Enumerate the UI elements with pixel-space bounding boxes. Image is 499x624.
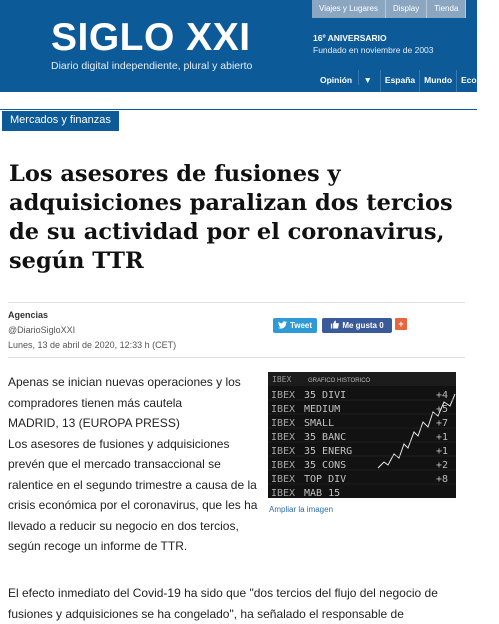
board-row-label: 35 CONS	[304, 460, 346, 471]
tweet-label: Tweet	[290, 321, 312, 330]
article-dateline: MADRID, 13 (EUROPA PRESS)	[8, 413, 258, 434]
tweet-button[interactable]	[273, 318, 317, 333]
article-paragraph: Los asesores de fusiones y adquisiciones prevén que el mercado transaccional se ralentice en el segundo trimestre a causa de la crisis económica por el coronavirus, que les ha llevado a reducir su negocio en dos tercios, según recoge un informe de TTR.	[8, 434, 258, 557]
article-photo[interactable]	[268, 372, 456, 498]
section-rule	[0, 109, 477, 110]
article-subtitle: Apenas se inician nuevas operaciones y los compradores tienen más cautela	[8, 372, 258, 413]
board-row-code: IBEX	[271, 488, 295, 499]
board-row-label: SMALL	[304, 418, 334, 429]
more-share-button[interactable]: +	[395, 318, 407, 330]
board-header: GRAFICO HISTORICO	[308, 378, 371, 384]
board-row-code: IBEX	[271, 432, 295, 443]
twitter-bird-icon	[278, 321, 287, 331]
thumbs-up-icon	[330, 320, 339, 331]
section-tag[interactable]: Mercados y finanzas	[2, 111, 119, 131]
board-row-code: IBEX	[271, 446, 295, 457]
site-header	[0, 0, 477, 92]
board-row-label: TOP DIV	[304, 474, 346, 485]
board-row-value: +8	[436, 474, 448, 485]
board-row-value: +7	[436, 418, 448, 429]
chevron-down-icon: ▼	[358, 70, 375, 85]
article-lead-line: El efecto inmediato del Covid-19 ha sido que "dos tercios del flujo del negocio de	[8, 583, 478, 604]
enlarge-image-link[interactable]: Ampliar la imagen	[269, 505, 333, 514]
site-tagline: Diario digital independiente, plural y abierto	[51, 60, 252, 72]
nav-item-opinion[interactable]: Opinión ▼	[312, 70, 380, 92]
top-nav-display[interactable]: Display	[386, 0, 427, 18]
board-row-value: +4	[436, 390, 448, 401]
article-title: Los asesores de fusiones y adquisiciones paralizan dos tercios de su actividad por el coronavirus, según TTR	[9, 160, 471, 276]
main-nav	[312, 70, 499, 92]
article-lead	[8, 583, 478, 624]
board-row-code: IBEX	[271, 474, 295, 485]
nav-item-mundo[interactable]: Mundo	[419, 70, 456, 92]
board-row-code: IBEX	[271, 404, 295, 415]
article-source: Agencias	[8, 310, 48, 320]
board-row-label: MAB 15	[304, 488, 340, 499]
article-handle[interactable]: @DiarioSigloXXI	[8, 325, 75, 335]
article-body	[8, 372, 258, 557]
top-nav-viajes[interactable]: Viajes y Lugares	[312, 0, 386, 18]
top-nav-tienda[interactable]: Tienda	[427, 0, 466, 18]
board-row-value: +1	[436, 432, 448, 443]
board-ticker-code: IBEX	[272, 375, 291, 384]
facebook-like-button[interactable]	[322, 318, 392, 333]
founded-label: Fundado en noviembre de 2003	[313, 45, 434, 55]
board-row-code: IBEX	[271, 418, 295, 429]
like-label: Me gusta 0	[342, 321, 383, 330]
nav-item-economia[interactable]: Econom	[456, 70, 499, 92]
board-row-code: IBEX	[271, 390, 295, 401]
top-nav	[312, 0, 466, 18]
board-row-label: MEDIUM	[304, 404, 340, 415]
anniversary-label: 16º ANIVERSARIO	[313, 33, 387, 43]
stock-board-image	[268, 372, 456, 498]
board-row-label: 35 ENERG	[304, 446, 352, 457]
site-logo[interactable]: SIGLO XXI	[51, 16, 251, 60]
board-row-value: +2	[436, 460, 448, 471]
article-date: Lunes, 13 de abril de 2020, 12:33 h (CET)	[8, 340, 176, 350]
board-row-value: +5	[436, 404, 448, 415]
board-row-label: 35 BANC	[304, 432, 346, 443]
board-row-code: IBEX	[271, 460, 295, 471]
nav-item-espana[interactable]: España	[380, 70, 419, 92]
board-row-label: 35 DIVI	[304, 390, 346, 401]
divider	[8, 302, 465, 303]
board-row-value: +1	[436, 446, 448, 457]
divider	[8, 357, 465, 358]
article-lead-line: fusiones y adquisiciones se ha congelado", ha señalado el responsable de	[8, 604, 478, 624]
